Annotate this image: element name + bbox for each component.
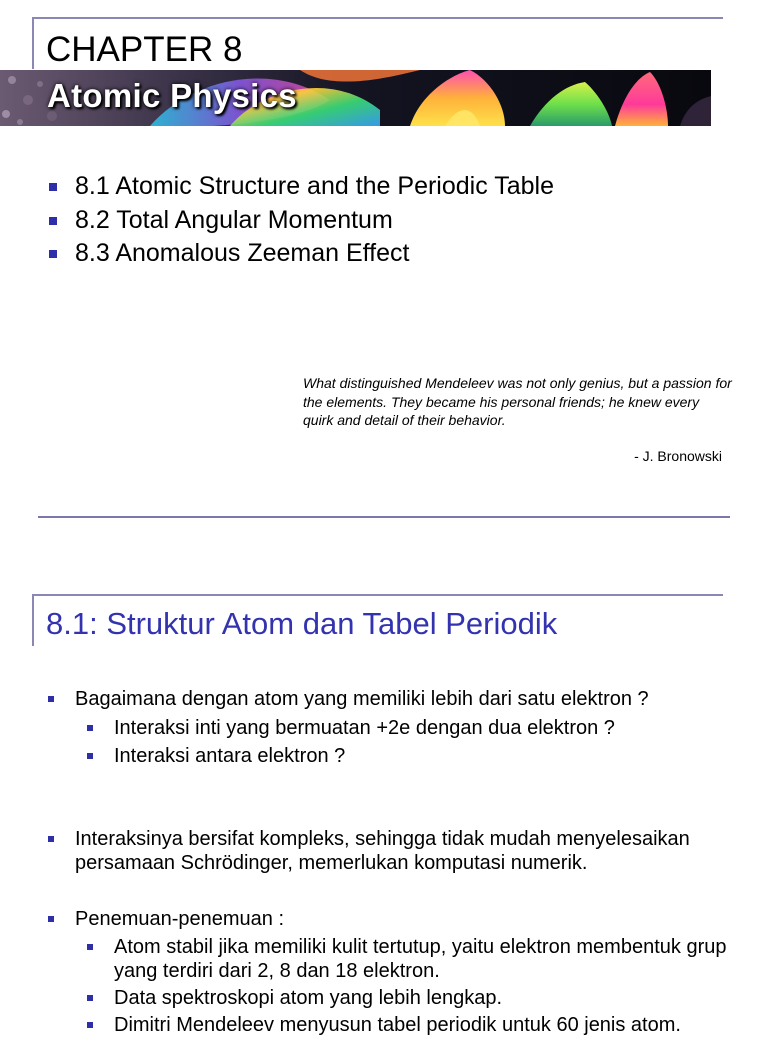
toc-item (48, 204, 554, 238)
sub-bullet-text: Dimitri Mendeleev menyusun tabel periodik untuk 60 jenis atom. (114, 1014, 681, 1036)
toc-item (48, 237, 554, 271)
slide1-left-rule (32, 17, 34, 69)
bullet-item (48, 827, 740, 875)
bullet-item (48, 687, 740, 711)
bullet-square-icon (87, 753, 93, 759)
bullet-square-icon (49, 217, 57, 225)
bullet-square-icon (87, 1022, 93, 1028)
slide2-left-rule (32, 594, 34, 646)
sub-bullet-item (87, 744, 744, 768)
bullet-square-icon (87, 944, 93, 950)
bullet-square-icon (87, 725, 93, 731)
bullet-square-icon (48, 696, 54, 702)
sub-bullet-item (87, 716, 744, 740)
bullet-square-icon (48, 836, 54, 842)
slide2-top-rule (32, 594, 723, 596)
sub-bullet-text: Atom stabil jika memiliki kulit tertutup, yaitu elektron membentuk grup yang terdiri dari 2, 8 dan 18 elektron. (114, 936, 727, 982)
sub-bullet-item (87, 986, 744, 1010)
slide1-top-rule (32, 17, 723, 19)
sub-bullet-text: Interaksi antara elektron ? (114, 745, 346, 767)
toc-item-label: 8.1 Atomic Structure and the Periodic Table (75, 172, 554, 200)
bullet-item (48, 907, 740, 931)
sub-bullet-text: Data spektroskopi atom yang lebih lengkap. (114, 987, 503, 1009)
sub-bullet-item (87, 1013, 744, 1037)
sub-bullet-text: Interaksi inti yang bermuatan +2e dengan dua elektron ? (114, 717, 615, 739)
slide2-title: 8.1: Struktur Atom dan Tabel Periodik (46, 606, 558, 641)
bullet-text: Interaksinya bersifat kompleks, sehingga tidak mudah menyelesaikan persamaan Schrödinger, memerlukan komputasi numerik. (75, 828, 690, 874)
epigraph-quote: What distinguished Mendeleev was not only genius, but a passion for the elements. They became his personal friends; he knew every quirk and detail of their behavior. (303, 375, 732, 428)
toc-item-label: 8.2 Total Angular Momentum (75, 205, 393, 234)
bullet-square-icon (48, 916, 54, 922)
bullet-square-icon (87, 995, 93, 1001)
toc-item (48, 170, 554, 204)
banner-title: Atomic Physics (47, 77, 297, 114)
toc-item-label: 8.3 Anomalous Zeeman Effect (75, 239, 410, 267)
sub-bullet-item (87, 935, 744, 983)
chapter-heading: CHAPTER 8 (46, 30, 243, 69)
bullet-text: Bagaimana dengan atom yang memiliki lebih dari satu elektron ? (75, 688, 649, 710)
bullet-square-icon (49, 183, 57, 191)
bullet-text: Penemuan-penemuan : (75, 908, 285, 930)
slide-separator (38, 516, 730, 518)
table-of-contents (48, 170, 554, 271)
quote-attribution: - J. Bronowski (634, 448, 722, 464)
bullet-square-icon (49, 250, 57, 258)
